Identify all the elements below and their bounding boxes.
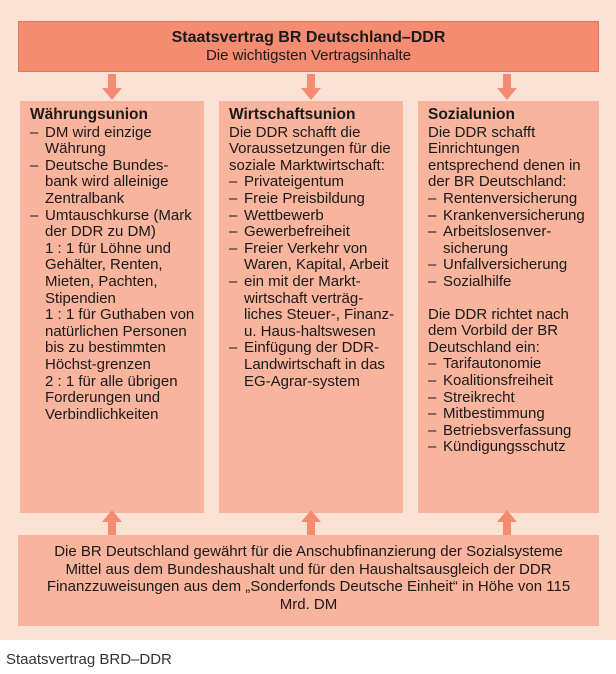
list-item: – Gewerbefreiheit <box>229 224 395 241</box>
list-item-text: Kündigungsschutz <box>443 438 566 456</box>
arrow-up-icon <box>497 510 517 535</box>
list-item: – DM wird einzige Währung <box>30 125 196 158</box>
arrow-down-icon <box>497 74 517 100</box>
list-item: – Sozialhilfe <box>428 274 591 291</box>
list-item-text: Mitbestimmung <box>443 405 545 423</box>
arrow-down-icon <box>301 74 321 100</box>
arrow-up-icon <box>102 510 122 535</box>
finanzierung-text: Die BR Deutschland gewährt für die Anschubfinanzierung der Sozialsysteme Mittel aus dem Bundeshaushalt und für den Haushaltsausgleich der DDR Finanzzuweisungen aus dem „Sonderfonds Deutsche Einheit“ in Höhe von 115 Mrd. DM <box>46 543 571 613</box>
list-item: – Betriebsverfassung <box>428 423 591 440</box>
figure-caption: Staatsvertrag BRD–DDR <box>6 651 172 668</box>
list-item-text: Deutsche Bundes-bank wird alleinige Zentralbank <box>45 156 169 207</box>
list-item-text: Einfügung der DDR-Landwirtschaft in das EG-Agrar-system <box>244 339 385 390</box>
diagram-title: Staatsvertrag BR Deutschland–DDR <box>171 29 446 46</box>
list-item: – Einfügung der DDR-Landwirtschaft in das EG-Agrar-system <box>229 340 395 390</box>
list-item-text: Krankenversicherung <box>443 206 585 224</box>
column-heading: Sozialunion <box>428 106 515 123</box>
spacer <box>428 291 591 307</box>
list-item-text: DM wird einzige Währung <box>45 123 152 158</box>
list-item-text: Wettbewerb <box>244 206 324 224</box>
sozialunion-box <box>418 101 599 513</box>
list-item-text: Unfallversicherung <box>443 256 568 274</box>
list-item: – Kündigungsschutz <box>428 439 591 456</box>
wirtschaftsunion-box <box>219 101 403 513</box>
list-item-text: Freier Verkehr von Waren, Kapital, Arbeit <box>244 239 389 274</box>
arrow-up-icon <box>301 510 321 535</box>
list-item-text: Umtauschkurse (Mark der DDR zu DM) <box>45 206 192 241</box>
column-heading: Wirtschaftsunion <box>229 106 356 123</box>
list-item: – Koalitionsfreiheit <box>428 373 591 390</box>
list-item-text: Sozialhilfe <box>443 272 512 290</box>
column-intro: Die DDR schafft die Voraussetzungen für die soziale Marktwirtschaft: <box>229 123 391 174</box>
list-item-text: Tarifautonomie <box>443 355 542 373</box>
list-item: – Rentenversicherung <box>428 191 591 208</box>
list-item: – Unfallversicherung <box>428 257 591 274</box>
list-item-text: Streikrecht <box>443 388 515 406</box>
list-item: – Umtauschkurse (Mark der DDR zu DM) <box>30 208 196 241</box>
list-item-text: Koalitionsfreiheit <box>443 371 554 389</box>
waehrungsunion-box <box>20 101 204 513</box>
list-item: – Tarifautonomie <box>428 356 591 373</box>
list-item: – Privateigentum <box>229 174 395 191</box>
list-item-text: Betriebsverfassung <box>443 421 572 439</box>
arrow-down-icon <box>102 74 122 100</box>
list-subitem: 2 : 1 für alle übrigen Forderungen und Verbindlichkeiten <box>45 372 178 423</box>
list-subitem: 1 : 1 für Löhne und Gehälter, Renten, Mieten, Pachten, Stipendien <box>45 239 171 307</box>
list-item-text: Arbeitslosenver-sicherung <box>443 223 552 257</box>
list-item: – Deutsche Bundes-bank wird alleinige Zentralbank <box>30 158 196 208</box>
list-item-text: Gewerbefreiheit <box>244 223 350 241</box>
title-box <box>18 21 599 72</box>
list-item-text: Rentenversicherung <box>443 189 578 207</box>
list-subitem: 1 : 1 für Guthaben von natürlichen Personen bis zu bestimmten Höchst-grenzen <box>45 306 195 373</box>
list-item: – Freier Verkehr von Waren, Kapital, Arbeit <box>229 241 395 274</box>
list-item-text: Freie Preisbildung <box>244 189 365 207</box>
list-item-text: Privateigentum <box>244 173 345 191</box>
finanzierung-box <box>18 535 599 626</box>
column-intro-2: Die DDR richtet nach dem Vorbild der BR Deutschland ein: <box>428 305 569 356</box>
list-item: – Krankenversicherung <box>428 208 591 225</box>
list-item: – Streikrecht <box>428 390 591 407</box>
diagram-subtitle: Die wichtigsten Vertragsinhalte <box>205 47 412 64</box>
list-item: – Mitbestimmung <box>428 406 591 423</box>
list-item: – ein mit der Markt-wirtschaft verträg-liches Steuer-, Finanz- u. Haus-haltswesen <box>229 272 395 340</box>
column-intro: Die DDR schafft Einrichtungen entsprechend denen in der BR Deutschland: <box>428 123 581 191</box>
list-item: – Arbeitslosenver-sicherung <box>428 224 591 257</box>
list-item: – Freie Preisbildung <box>229 191 395 208</box>
column-heading: Währungsunion <box>30 106 148 123</box>
list-item: – Wettbewerb <box>229 208 395 225</box>
list-item-text: ein mit der Markt-wirtschaft verträg-liches Steuer-, Finanz- u. Haus-haltswesen <box>244 272 395 340</box>
